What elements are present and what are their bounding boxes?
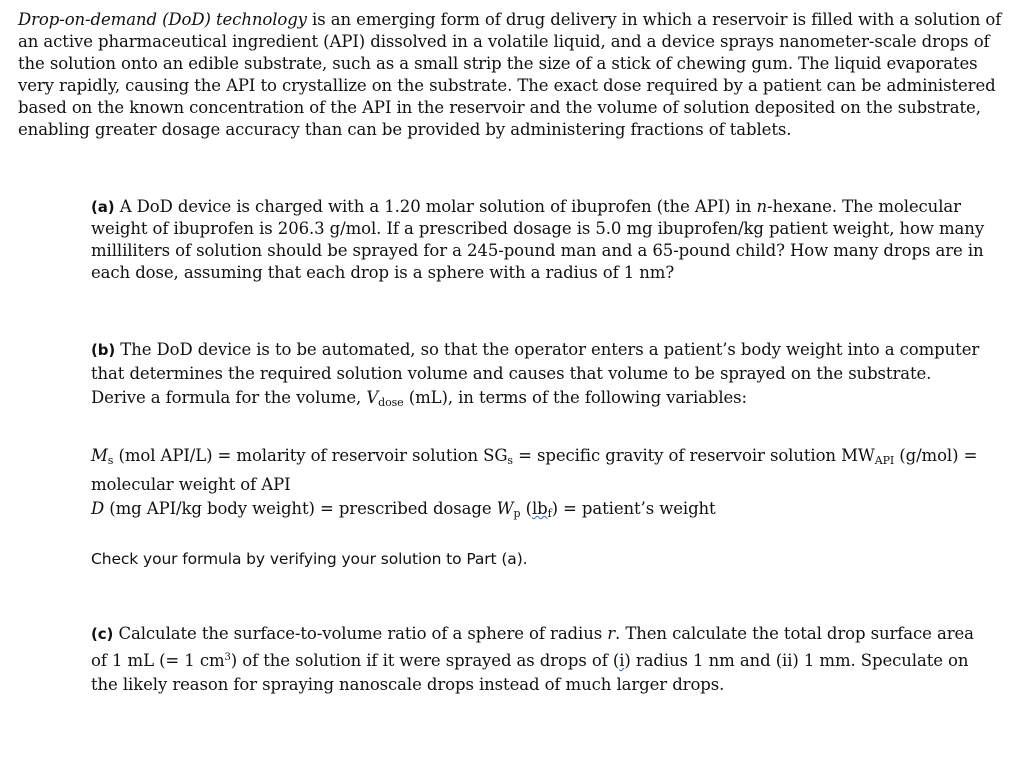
intro-paragraph (18, 9, 1008, 141)
part-c-text-4: ) radius 1 nm and (ii) 1 mm. Speculate on the likely reason for spraying nanoscale drops instead of much larger drops. (91, 651, 969, 694)
ms-subscript: s (107, 454, 114, 467)
check-instruction: Check your formula by verifying your solution to Part (a). (91, 550, 528, 568)
wp-open-paren: ( (520, 499, 532, 518)
part-a-text-2: -hexane. The molecular weight of ibuprofen is 206.3 g/mol. If a prescribed dosage is 5.0 mg ibuprofen/kg patient weight, how many milliliters of solution should be sprayed for a 245-pound man and a 65-pound child? How many drops are in each dose, assuming that each drop is a sphere with a radius of 1 nm? (91, 197, 985, 282)
intro-text: is an emerging form of drug delivery in which a reservoir is filled with a solution of an active pharmaceutical ingredient (API) dissolved in a volatile liquid, and a device sprays nanometer-scale drops of the solution onto an edible substrate, such as a small strip the size of a stick of chewing gum. The liquid evaporates very rapidly, causing the API to crystallize on the substrate. The exact dose required by a patient can be administered based on the known concentration of the API in the reservoir and the volume of solution deposited on the substrate, enabling greater dosage accuracy than can be provided by administering fractions of tablets. (18, 10, 1002, 139)
v-dose-subscript: dose (378, 396, 404, 409)
wp-unit-text: lb (531, 499, 548, 518)
wp-subscript: p (513, 507, 521, 520)
part-a-n-italic: n (756, 197, 767, 216)
cube-superscript: 3 (224, 652, 231, 663)
mw-definition: (g/mol) = molecular weight of API (91, 446, 978, 494)
radius-symbol: r (607, 624, 616, 643)
dosage-line (91, 497, 986, 526)
part-b-text-2: (mL), in terms of the following variables: (403, 388, 748, 407)
wp-symbol: W (496, 499, 514, 518)
part-a-text-1: A DoD device is charged with a 1.20 molar solution of ibuprofen (the API) in (114, 197, 757, 216)
part-b-label: (b) (91, 341, 116, 359)
part-c-text-3: ) of the solution if it were sprayed as drops of ( (230, 651, 620, 670)
ms-definition: (mol API/L) = molarity of reservoir solution SG (113, 446, 508, 465)
wp-unit-subscript: f (547, 507, 552, 520)
roman-i: i (619, 651, 625, 670)
part-c-text-1: Calculate the surface-to-volume ratio of a sphere of radius (113, 624, 608, 643)
intro-term: Drop-on-demand (DoD) technology (18, 10, 307, 29)
part-b-text-1: The DoD device is to be automated, so that the operator enters a patient’s body weight into a computer that determines the required solution volume and causes that volume to be sprayed on the substrate. Derive a formula for the volume, (91, 340, 980, 407)
d-definition: (mg API/kg body weight) = prescribed dosage (104, 499, 497, 518)
part-c-text-2: . Then calculate the total drop surface area of 1 mL (= 1 cm (91, 624, 974, 670)
variable-definitions (91, 444, 986, 526)
sg-subscript: s (507, 454, 513, 467)
ms-symbol: M (91, 446, 108, 465)
part-a-label: (a) (91, 198, 115, 216)
question-b (91, 338, 986, 415)
mw-subscript: API (874, 454, 895, 467)
v-dose-symbol: V (366, 388, 379, 407)
sg-definition: = specific gravity of reservoir solution MW (512, 446, 875, 465)
d-symbol: D (91, 499, 105, 518)
part-c-label: (c) (91, 625, 114, 643)
question-c (91, 622, 986, 697)
question-a (91, 196, 986, 284)
wp-definition: ) = patient’s weight (551, 499, 716, 518)
wp-unit (532, 499, 552, 518)
